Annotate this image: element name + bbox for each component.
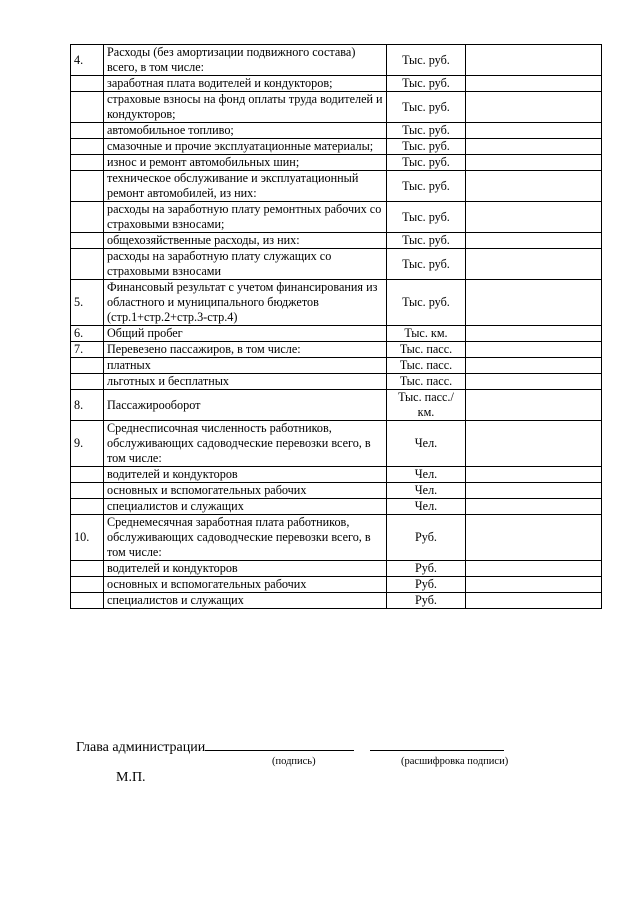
value-cell[interactable] — [466, 202, 602, 233]
table-row — [71, 467, 602, 483]
row-number — [71, 202, 104, 233]
row-number — [71, 499, 104, 515]
signature-caption: (подпись) — [272, 756, 316, 767]
value-cell[interactable] — [466, 499, 602, 515]
table-row — [71, 421, 602, 467]
indicator-name: специалистов и служащих — [104, 593, 387, 609]
unit-of-measure: Тыс. пасс. — [387, 374, 466, 390]
value-cell[interactable] — [466, 342, 602, 358]
value-cell[interactable] — [466, 123, 602, 139]
table-row — [71, 171, 602, 202]
indicator-name: расходы на заработную плату служащих со страховыми взносами — [104, 249, 387, 280]
unit-of-measure: Тыс. руб. — [387, 171, 466, 202]
indicator-name: платных — [104, 358, 387, 374]
unit-of-measure: Тыс. руб. — [387, 202, 466, 233]
table-row — [71, 123, 602, 139]
table-row — [71, 483, 602, 499]
unit-of-measure: Тыс. руб. — [387, 280, 466, 326]
unit-of-measure: Тыс. руб. — [387, 155, 466, 171]
indicator-name: автомобильное топливо; — [104, 123, 387, 139]
table-row — [71, 593, 602, 609]
table-row — [71, 45, 602, 76]
unit-of-measure: Чел. — [387, 499, 466, 515]
indicator-name: Пассажирооборот — [104, 390, 387, 421]
unit-of-measure: Руб. — [387, 561, 466, 577]
unit-of-measure: Чел. — [387, 421, 466, 467]
unit-of-measure: Тыс. руб. — [387, 92, 466, 123]
indicator-name: Среднемесячная заработная плата работников, обслуживающих садоводческие перевозки всего, в том числе: — [104, 515, 387, 561]
row-number: 10. — [71, 515, 104, 561]
table-row — [71, 326, 602, 342]
table-row — [71, 390, 602, 421]
row-number — [71, 593, 104, 609]
indicator-name: Среднесписочная численность работников, обслуживающих садоводческие перевозки всего, в том числе: — [104, 421, 387, 467]
table-row — [71, 374, 602, 390]
unit-of-measure: Тыс. пасс. — [387, 342, 466, 358]
table-row — [71, 92, 602, 123]
unit-of-measure: Тыс. руб. — [387, 76, 466, 92]
value-cell[interactable] — [466, 421, 602, 467]
unit-of-measure: Тыс. руб. — [387, 45, 466, 76]
stamp-label: М.П. — [116, 770, 146, 785]
value-cell[interactable] — [466, 233, 602, 249]
value-cell[interactable] — [466, 171, 602, 202]
value-cell[interactable] — [466, 593, 602, 609]
indicator-name: льготных и бесплатных — [104, 374, 387, 390]
value-cell[interactable] — [466, 92, 602, 123]
row-number — [71, 577, 104, 593]
unit-of-measure: Тыс. пасс./км. — [387, 390, 466, 421]
row-number — [71, 233, 104, 249]
table-row — [71, 577, 602, 593]
indicator-name: Расходы (без амортизации подвижного состава) всего, в том числе: — [104, 45, 387, 76]
value-cell[interactable] — [466, 577, 602, 593]
row-number — [71, 374, 104, 390]
value-cell[interactable] — [466, 45, 602, 76]
table-row — [71, 139, 602, 155]
table-row — [71, 561, 602, 577]
indicator-name: специалистов и служащих — [104, 499, 387, 515]
value-cell[interactable] — [466, 249, 602, 280]
row-number: 5. — [71, 280, 104, 326]
report-table-body — [71, 45, 602, 609]
unit-of-measure: Тыс. руб. — [387, 123, 466, 139]
indicator-name: страховые взносы на фонд оплаты труда водителей и кондукторов; — [104, 92, 387, 123]
value-cell[interactable] — [466, 515, 602, 561]
unit-of-measure: Чел. — [387, 467, 466, 483]
row-number: 4. — [71, 45, 104, 76]
value-cell[interactable] — [466, 358, 602, 374]
table-row — [71, 515, 602, 561]
signature-line — [76, 737, 504, 756]
indicator-name: Финансовый результат с учетом финансирования из областного и муниципального бюджетов (стр.1+стр.2+стр.3-стр.4) — [104, 280, 387, 326]
row-number: 7. — [71, 342, 104, 358]
decoding-blank[interactable] — [370, 737, 504, 751]
row-number — [71, 139, 104, 155]
value-cell[interactable] — [466, 483, 602, 499]
table-row — [71, 358, 602, 374]
value-cell[interactable] — [466, 139, 602, 155]
table-row — [71, 342, 602, 358]
row-number — [71, 92, 104, 123]
table-row — [71, 499, 602, 515]
table-row — [71, 202, 602, 233]
row-number: 9. — [71, 421, 104, 467]
table-row — [71, 233, 602, 249]
unit-of-measure: Тыс. руб. — [387, 139, 466, 155]
signature-blank[interactable] — [205, 737, 354, 751]
row-number — [71, 561, 104, 577]
unit-of-measure: Руб. — [387, 577, 466, 593]
table-row — [71, 155, 602, 171]
indicator-name: смазочные и прочие эксплуатационные материалы; — [104, 139, 387, 155]
unit-of-measure: Руб. — [387, 593, 466, 609]
value-cell[interactable] — [466, 155, 602, 171]
indicator-name: общехозяйственные расходы, из них: — [104, 233, 387, 249]
table-row — [71, 249, 602, 280]
indicator-name: водителей и кондукторов — [104, 467, 387, 483]
row-number: 6. — [71, 326, 104, 342]
indicator-name: основных и вспомогательных рабочих — [104, 577, 387, 593]
value-cell[interactable] — [466, 326, 602, 342]
table-row — [71, 76, 602, 92]
value-cell[interactable] — [466, 561, 602, 577]
row-number — [71, 249, 104, 280]
indicator-name: износ и ремонт автомобильных шин; — [104, 155, 387, 171]
row-number — [71, 155, 104, 171]
head-label: Глава администрации — [76, 740, 206, 755]
table-row — [71, 280, 602, 326]
indicator-name: заработная плата водителей и кондукторов; — [104, 76, 387, 92]
row-number — [71, 467, 104, 483]
decoding-caption: (расшифровка подписи) — [401, 756, 509, 767]
indicator-name: расходы на заработную плату ремонтных рабочих со страховыми взносами; — [104, 202, 387, 233]
unit-of-measure: Тыс. пасс. — [387, 358, 466, 374]
value-cell[interactable] — [466, 280, 602, 326]
row-number — [71, 123, 104, 139]
indicator-name: Перевезено пассажиров, в том числе: — [104, 342, 387, 358]
report-table — [70, 44, 602, 609]
row-number — [71, 76, 104, 92]
value-cell[interactable] — [466, 374, 602, 390]
indicator-name: водителей и кондукторов — [104, 561, 387, 577]
unit-of-measure: Тыс. руб. — [387, 233, 466, 249]
row-number — [71, 358, 104, 374]
unit-of-measure: Тыс. км. — [387, 326, 466, 342]
value-cell[interactable] — [466, 390, 602, 421]
row-number: 8. — [71, 390, 104, 421]
row-number — [71, 171, 104, 202]
row-number — [71, 483, 104, 499]
unit-of-measure: Руб. — [387, 515, 466, 561]
unit-of-measure: Чел. — [387, 483, 466, 499]
value-cell[interactable] — [466, 467, 602, 483]
indicator-name: основных и вспомогательных рабочих — [104, 483, 387, 499]
indicator-name: техническое обслуживание и эксплуатационный ремонт автомобилей, из них: — [104, 171, 387, 202]
indicator-name: Общий пробег — [104, 326, 387, 342]
value-cell[interactable] — [466, 76, 602, 92]
unit-of-measure: Тыс. руб. — [387, 249, 466, 280]
